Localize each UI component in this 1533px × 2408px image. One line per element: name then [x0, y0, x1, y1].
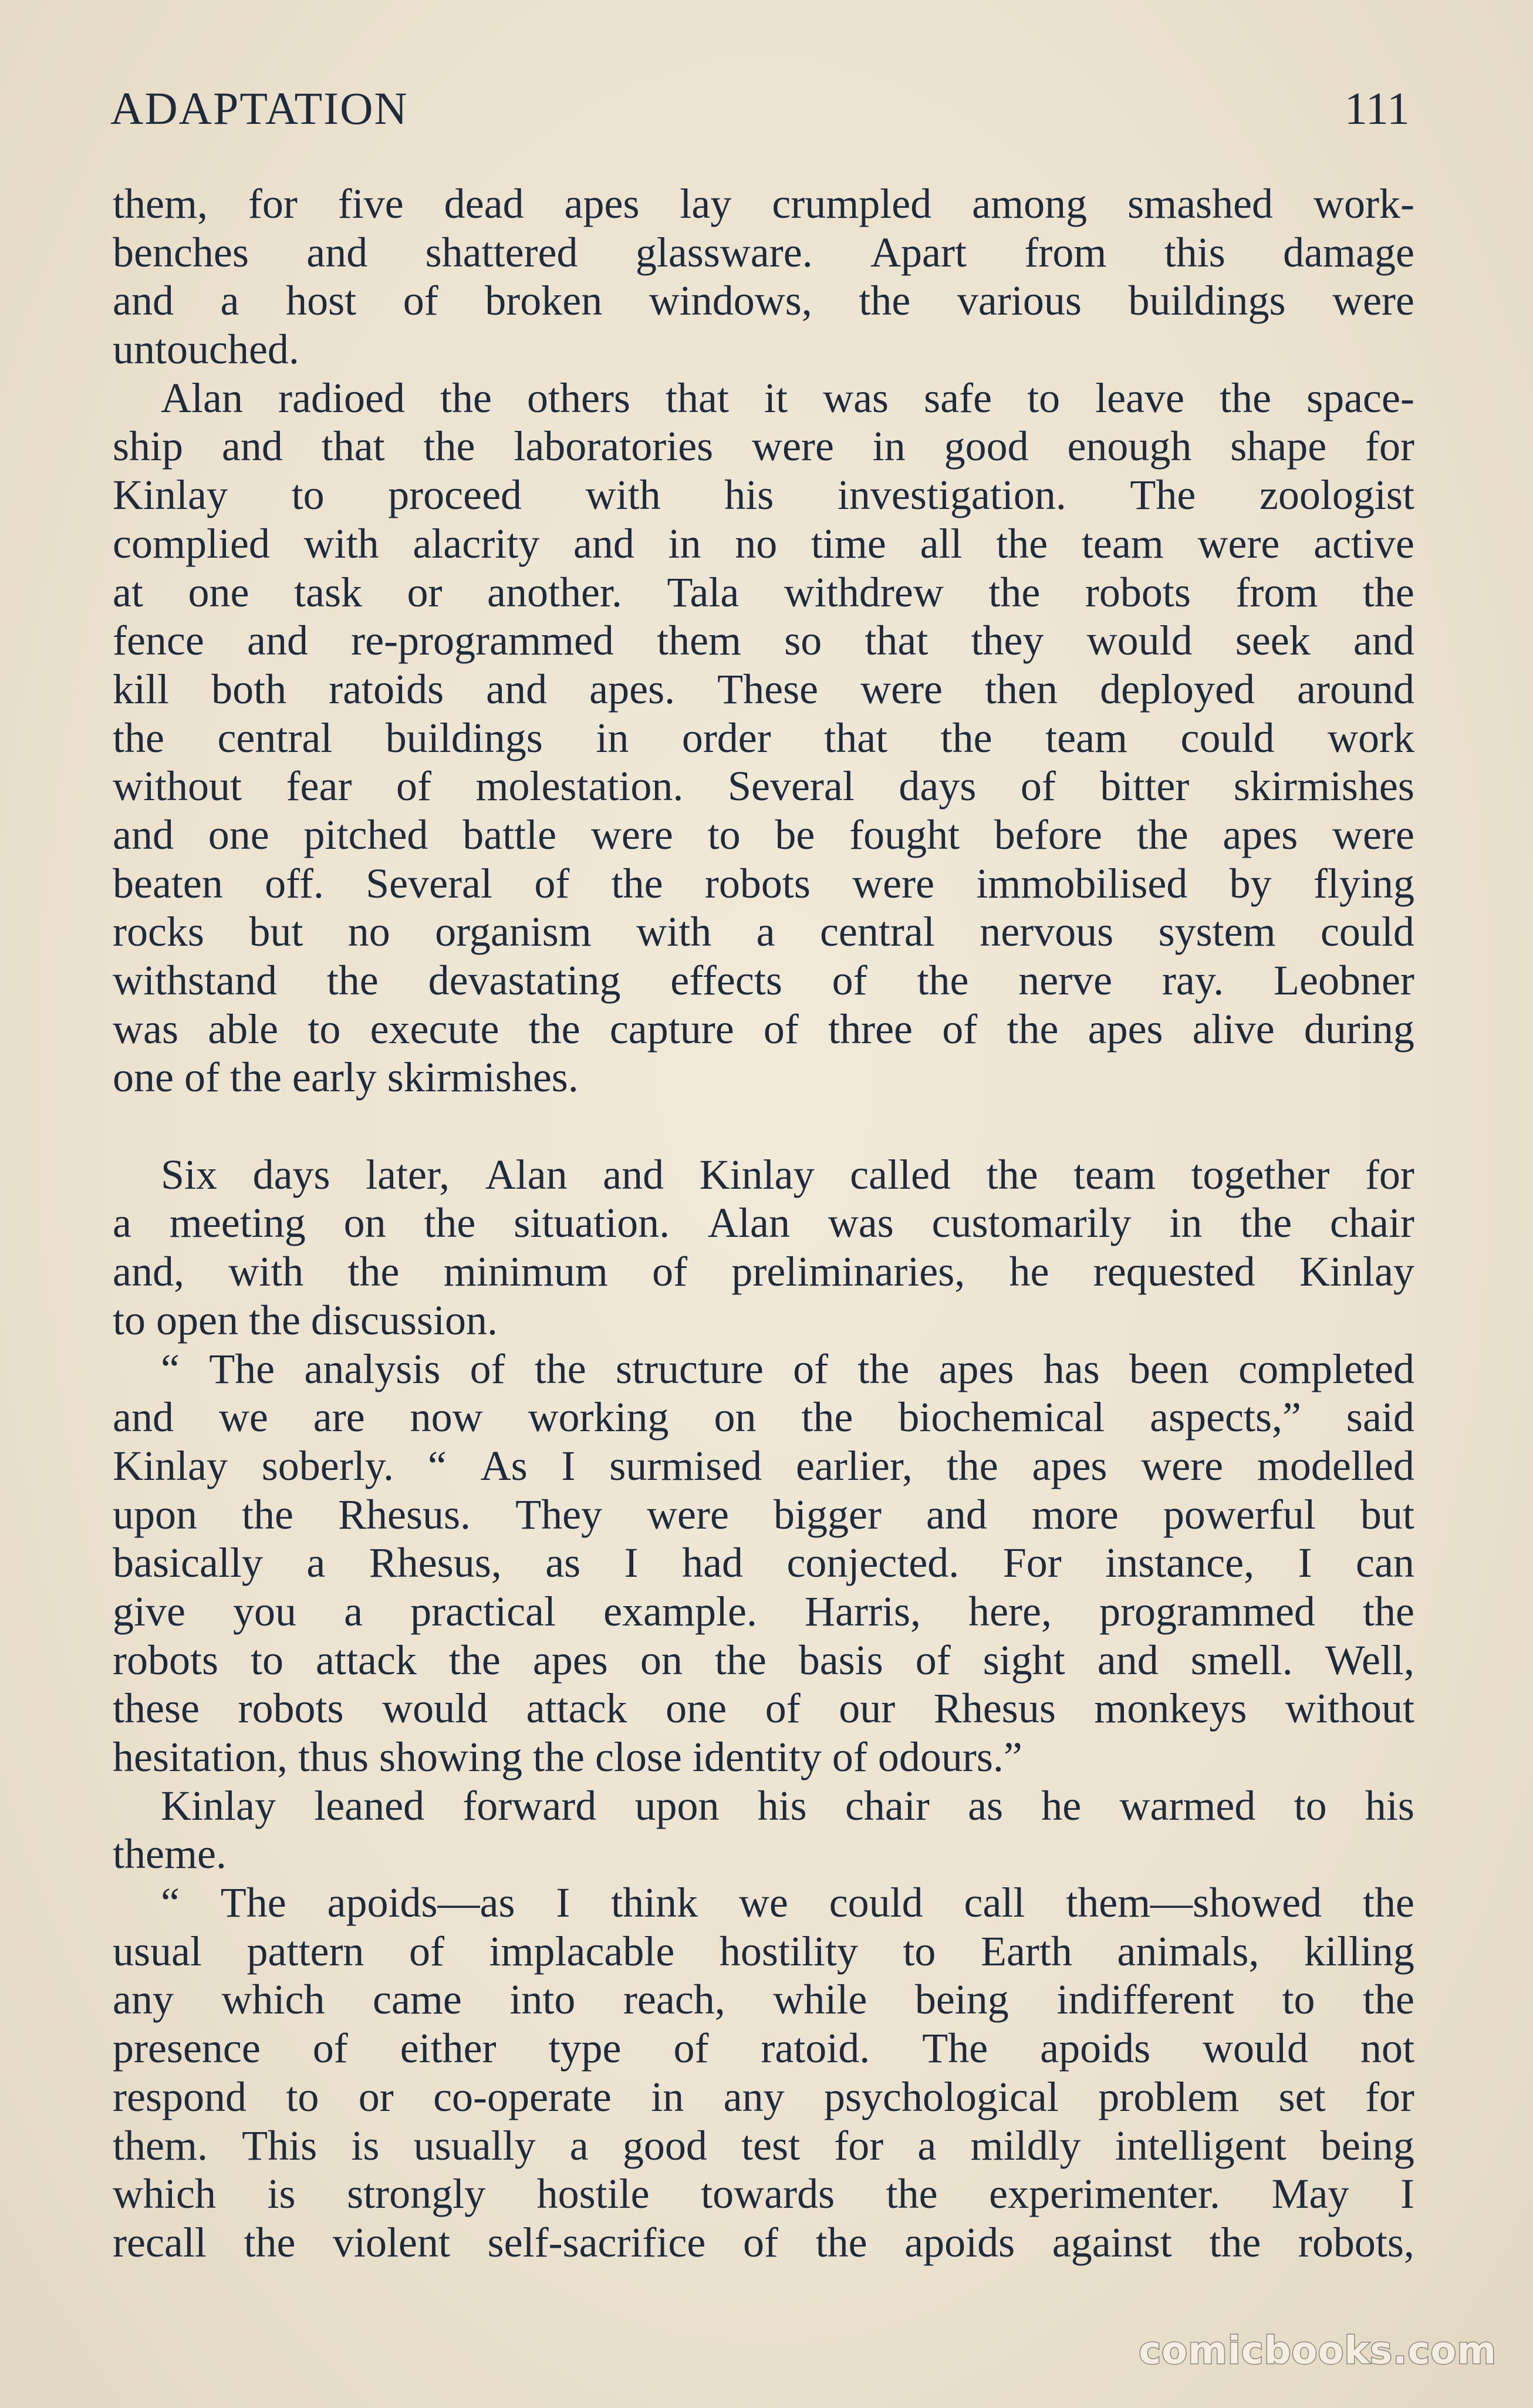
text-line: “ The apoids—as I think we could call them—showed the: [161, 1879, 1414, 1927]
text-line: robots to attack the apes on the basis of sight and smell. Well,: [113, 1636, 1414, 1684]
text-line: usual pattern of implacable hostility to Earth animals, killing: [113, 1927, 1414, 1975]
text-line: a meeting on the situation. Alan was customarily in the chair: [113, 1199, 1414, 1247]
running-head: ADAPTATION: [110, 83, 408, 134]
text-line: without fear of molestation. Several days of bitter skirmishes: [113, 763, 1414, 810]
text-line: one of the early skirmishes.: [113, 1054, 579, 1101]
text-line: complied with alacrity and in no time all the team were active: [113, 520, 1414, 567]
text-line: give you a practical example. Harris, here, programmed the: [113, 1587, 1414, 1635]
text-line: presence of either type of ratoid. The apoids would not: [113, 2025, 1414, 2072]
text-line: at one task or another. Tala withdrew the robots from the: [113, 568, 1414, 616]
text-line: upon the Rhesus. They were bigger and more powerful but: [113, 1490, 1414, 1538]
text-line: basically a Rhesus, as I had conjected. For instance, I can: [113, 1539, 1414, 1587]
text-line: rocks but no organism with a central nervous system could: [113, 908, 1414, 956]
text-line: Six days later, Alan and Kinlay called the team together for: [161, 1151, 1414, 1198]
text-line: any which came into reach, while being indifferent to the: [113, 1976, 1414, 2023]
page-number: 111: [1344, 83, 1410, 134]
text-line: kill both ratoids and apes. These were then deployed around: [113, 665, 1414, 713]
text-line: and one pitched battle were to be fought before the apes were: [113, 811, 1414, 858]
text-line: them. This is usually a good test for a mildly intelligent being: [113, 2122, 1414, 2169]
text-line: these robots would attack one of our Rhesus monkeys without: [113, 1685, 1414, 1732]
text-line: them, for five dead apes lay crumpled among smashed work-: [113, 180, 1414, 227]
text-line: to open the discussion.: [113, 1296, 498, 1344]
text-line: beaten off. Several of the robots were immobilised by flying: [113, 859, 1414, 907]
text-line: which is strongly hostile towards the experimenter. May I: [113, 2170, 1414, 2218]
text-line: and, with the minimum of preliminaries, he requested Kinlay: [113, 1248, 1414, 1296]
section-break: [113, 1102, 1414, 1151]
text-line: “ The analysis of the structure of the apes has been completed: [161, 1345, 1414, 1392]
body-text: [113, 180, 1414, 2267]
text-line: and we are now working on the biochemical aspects,” said: [113, 1394, 1414, 1441]
text-line: theme.: [113, 1830, 227, 1878]
text-line: recall the violent self-sacrifice of the apoids against the robots,: [113, 2218, 1414, 2266]
text-line: Kinlay to proceed with his investigation. The zoologist: [113, 471, 1414, 519]
watermark-logo: comicbooks.com: [1139, 2329, 1497, 2373]
text-line: benches and shattered glassware. Apart from this damage: [113, 228, 1414, 276]
text-line: Kinlay soberly. “ As I surmised earlier, the apes were modelled: [113, 1442, 1414, 1489]
text-line: withstand the devastating effects of the nerve ray. Leobner: [113, 957, 1414, 1004]
text-line: ship and that the laboratories were in good enough shape for: [113, 423, 1414, 470]
page-header: [110, 82, 1410, 135]
text-line: and a host of broken windows, the various buildings were: [113, 277, 1414, 325]
text-line: was able to execute the capture of three of the apes alive during: [113, 1005, 1414, 1053]
text-line: hesitation, thus showing the close identity of odours.”: [113, 1734, 1022, 1780]
text-line: untouched.: [113, 326, 299, 373]
text-line: fence and re-programmed them so that they would seek and: [113, 617, 1414, 665]
text-line: respond to or co-operate in any psychological problem set for: [113, 2073, 1414, 2120]
text-line: Kinlay leaned forward upon his chair as he warmed to his: [161, 1782, 1414, 1829]
text-line: the central buildings in order that the team could work: [113, 714, 1414, 761]
text-line: Alan radioed the others that it was safe to leave the space-: [161, 374, 1414, 421]
